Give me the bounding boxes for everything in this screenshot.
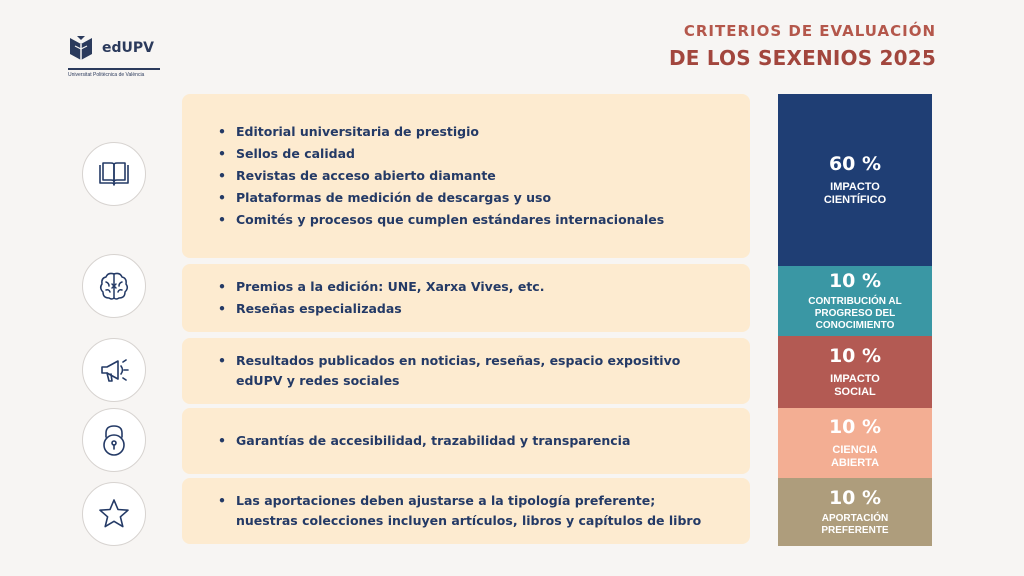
- bar-label: IMPACTO SOCIAL: [830, 373, 880, 398]
- bar-ciencia-abierta: [778, 408, 932, 478]
- bar-percent: 60 %: [828, 153, 882, 175]
- row-2-bullet-list: [218, 276, 734, 320]
- bar-label: IMPACTO CIENTÍFICO: [823, 181, 887, 206]
- list-item: • Revistas de acceso abierto diamante: [218, 165, 734, 187]
- row-5-icon-badge: [82, 482, 146, 546]
- star-icon: [96, 496, 132, 532]
- row-1-bullet-list: [218, 121, 734, 231]
- list-item: • Editorial universitaria de prestigio: [218, 121, 734, 143]
- row-4-card: [182, 408, 750, 474]
- list-item: • Premios a la edición: UNE, Xarxa Vives, etc.: [218, 276, 734, 298]
- row-2-icon-badge: [82, 254, 146, 318]
- book-icon: [96, 156, 132, 192]
- bar-percent: 10 %: [828, 345, 882, 367]
- row-1-card: [182, 94, 750, 258]
- bar-label: CIENCIA ABIERTA: [830, 444, 880, 469]
- bar-percent: 10 %: [828, 416, 882, 438]
- list-item: • Sellos de calidad: [218, 143, 734, 165]
- list-item: • Comités y procesos que cumplen estándares internacionales: [218, 209, 734, 231]
- page-title: [669, 22, 936, 70]
- row-2-card: [182, 264, 750, 332]
- row-5-card: [182, 478, 750, 544]
- row-4-bullet-list: [218, 430, 734, 452]
- row-5-bullet-list: [218, 491, 734, 531]
- bar-contribucion-progreso: [778, 266, 932, 336]
- bar-label: CONTRIBUCIÓN AL PROGRESO DEL CONOCIMIENTO: [808, 296, 902, 331]
- megaphone-icon: [96, 352, 132, 388]
- page-title-line-1: CRITERIOS DE EVALUACIÓN: [683, 22, 936, 40]
- list-item: • Las aportaciones deben ajustarse a la tipología preferente; nuestras colecciones incluyen artículos, libros y capítulos de libro: [218, 491, 718, 531]
- list-item: • Plataformas de medición de descargas y uso: [218, 187, 734, 209]
- page-title-line-2: DE LOS SEXENIOS 2025: [669, 46, 936, 70]
- list-item: • Reseñas especializadas: [218, 298, 734, 320]
- brain-icon: [96, 268, 132, 304]
- row-3-bullet-list: [218, 351, 734, 391]
- row-4-icon-badge: [82, 408, 146, 472]
- row-1-icon-badge: [82, 142, 146, 206]
- bar-percent: 10 %: [828, 487, 882, 509]
- bar-impacto-social: [778, 336, 932, 408]
- edupv-logo: [68, 34, 178, 78]
- row-3-icon-badge: [82, 338, 146, 402]
- bar-aportacion-preferente: [778, 478, 932, 546]
- brand-subtitle: Universitat Politècnica de València: [68, 72, 145, 78]
- bar-impacto-cientifico: [778, 94, 932, 266]
- bar-label: APORTACIÓN PREFERENTE: [821, 513, 889, 536]
- list-item: • Resultados publicados en noticias, reseñas, espacio expositivo edUPV y redes sociales: [218, 351, 718, 391]
- edupv-logo-mark-icon: [68, 34, 94, 62]
- logo-divider: [68, 68, 160, 70]
- row-3-card: [182, 338, 750, 404]
- padlock-icon: [96, 422, 132, 458]
- brand-name: edUPV: [102, 40, 154, 56]
- bar-percent: 10 %: [828, 270, 882, 292]
- list-item: • Garantías de accesibilidad, trazabilidad y transparencia: [218, 430, 734, 452]
